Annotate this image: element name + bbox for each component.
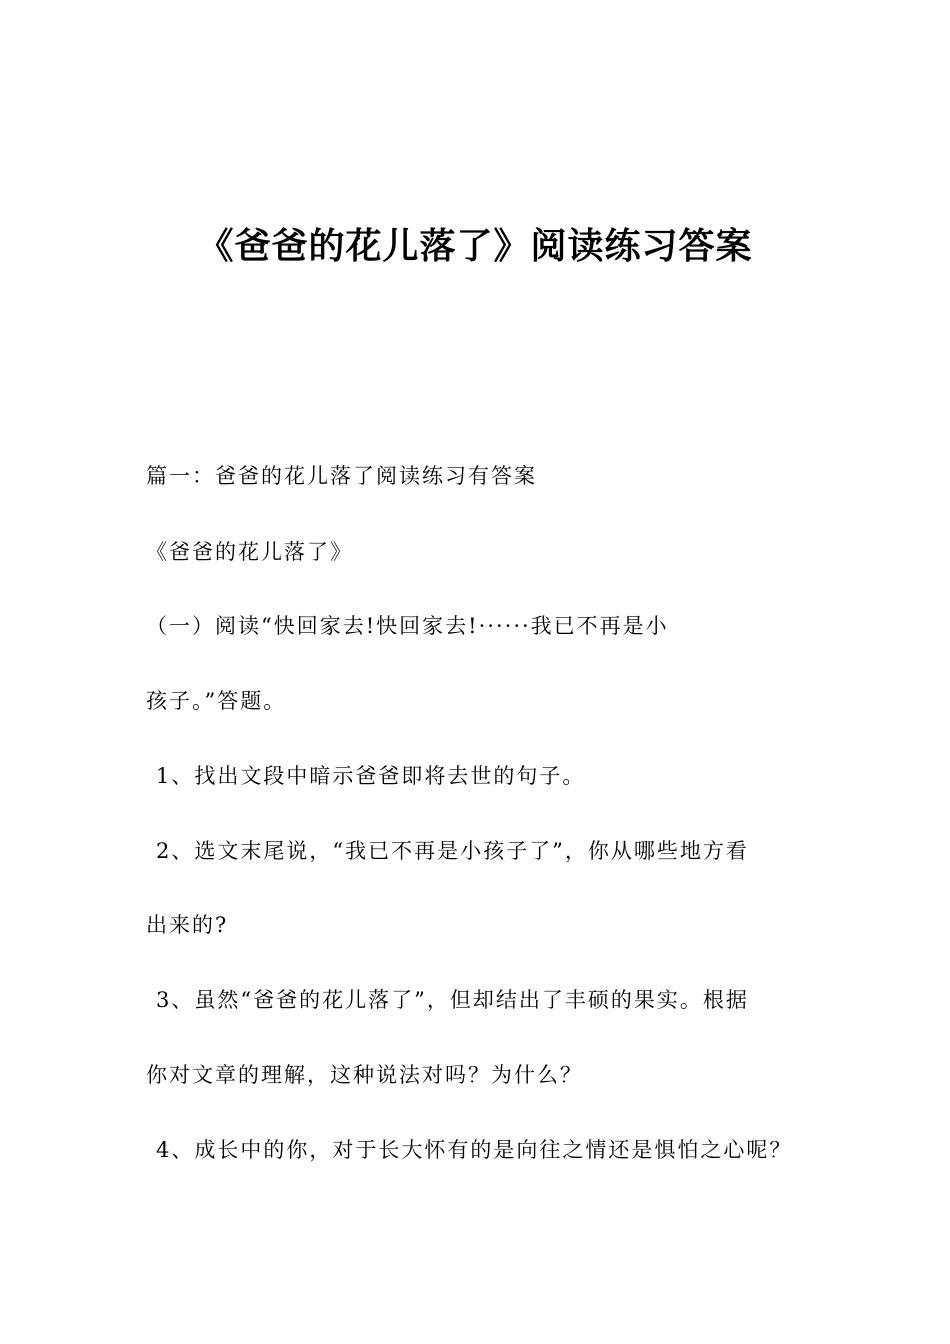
question-2-line-2: 出来的? [146, 913, 229, 937]
question-4: 4、成长中的你，对于长大怀有的是向往之情还是惧怕之心呢？ [156, 1138, 793, 1162]
question-3-line-1: 3、虽然“爸爸的花儿落了”，但却结出了丰硕的果实。根据 [156, 988, 749, 1012]
work-title: 《爸爸的花儿落了》 [146, 540, 353, 564]
question-1: 1、找出文段中暗示爸爸即将去世的句子。 [156, 764, 586, 788]
document-title: 《爸爸的花儿落了》阅读练习答案 [197, 226, 753, 267]
section-heading: 篇一：爸爸的花儿落了阅读练习有答案 [146, 464, 537, 488]
question-3-line-2: 你对文章的理解，这种说法对吗？为什么？ [146, 1063, 583, 1087]
question-2-line-1: 2、选文末尾说，“我已不再是小孩子了”，你从哪些地方看 [156, 839, 749, 863]
instruction-line-2: 孩子。”答题。 [146, 689, 287, 713]
instruction-line-1: （一）阅读“快回家去!快回家去!······我已不再是小 [146, 614, 669, 638]
